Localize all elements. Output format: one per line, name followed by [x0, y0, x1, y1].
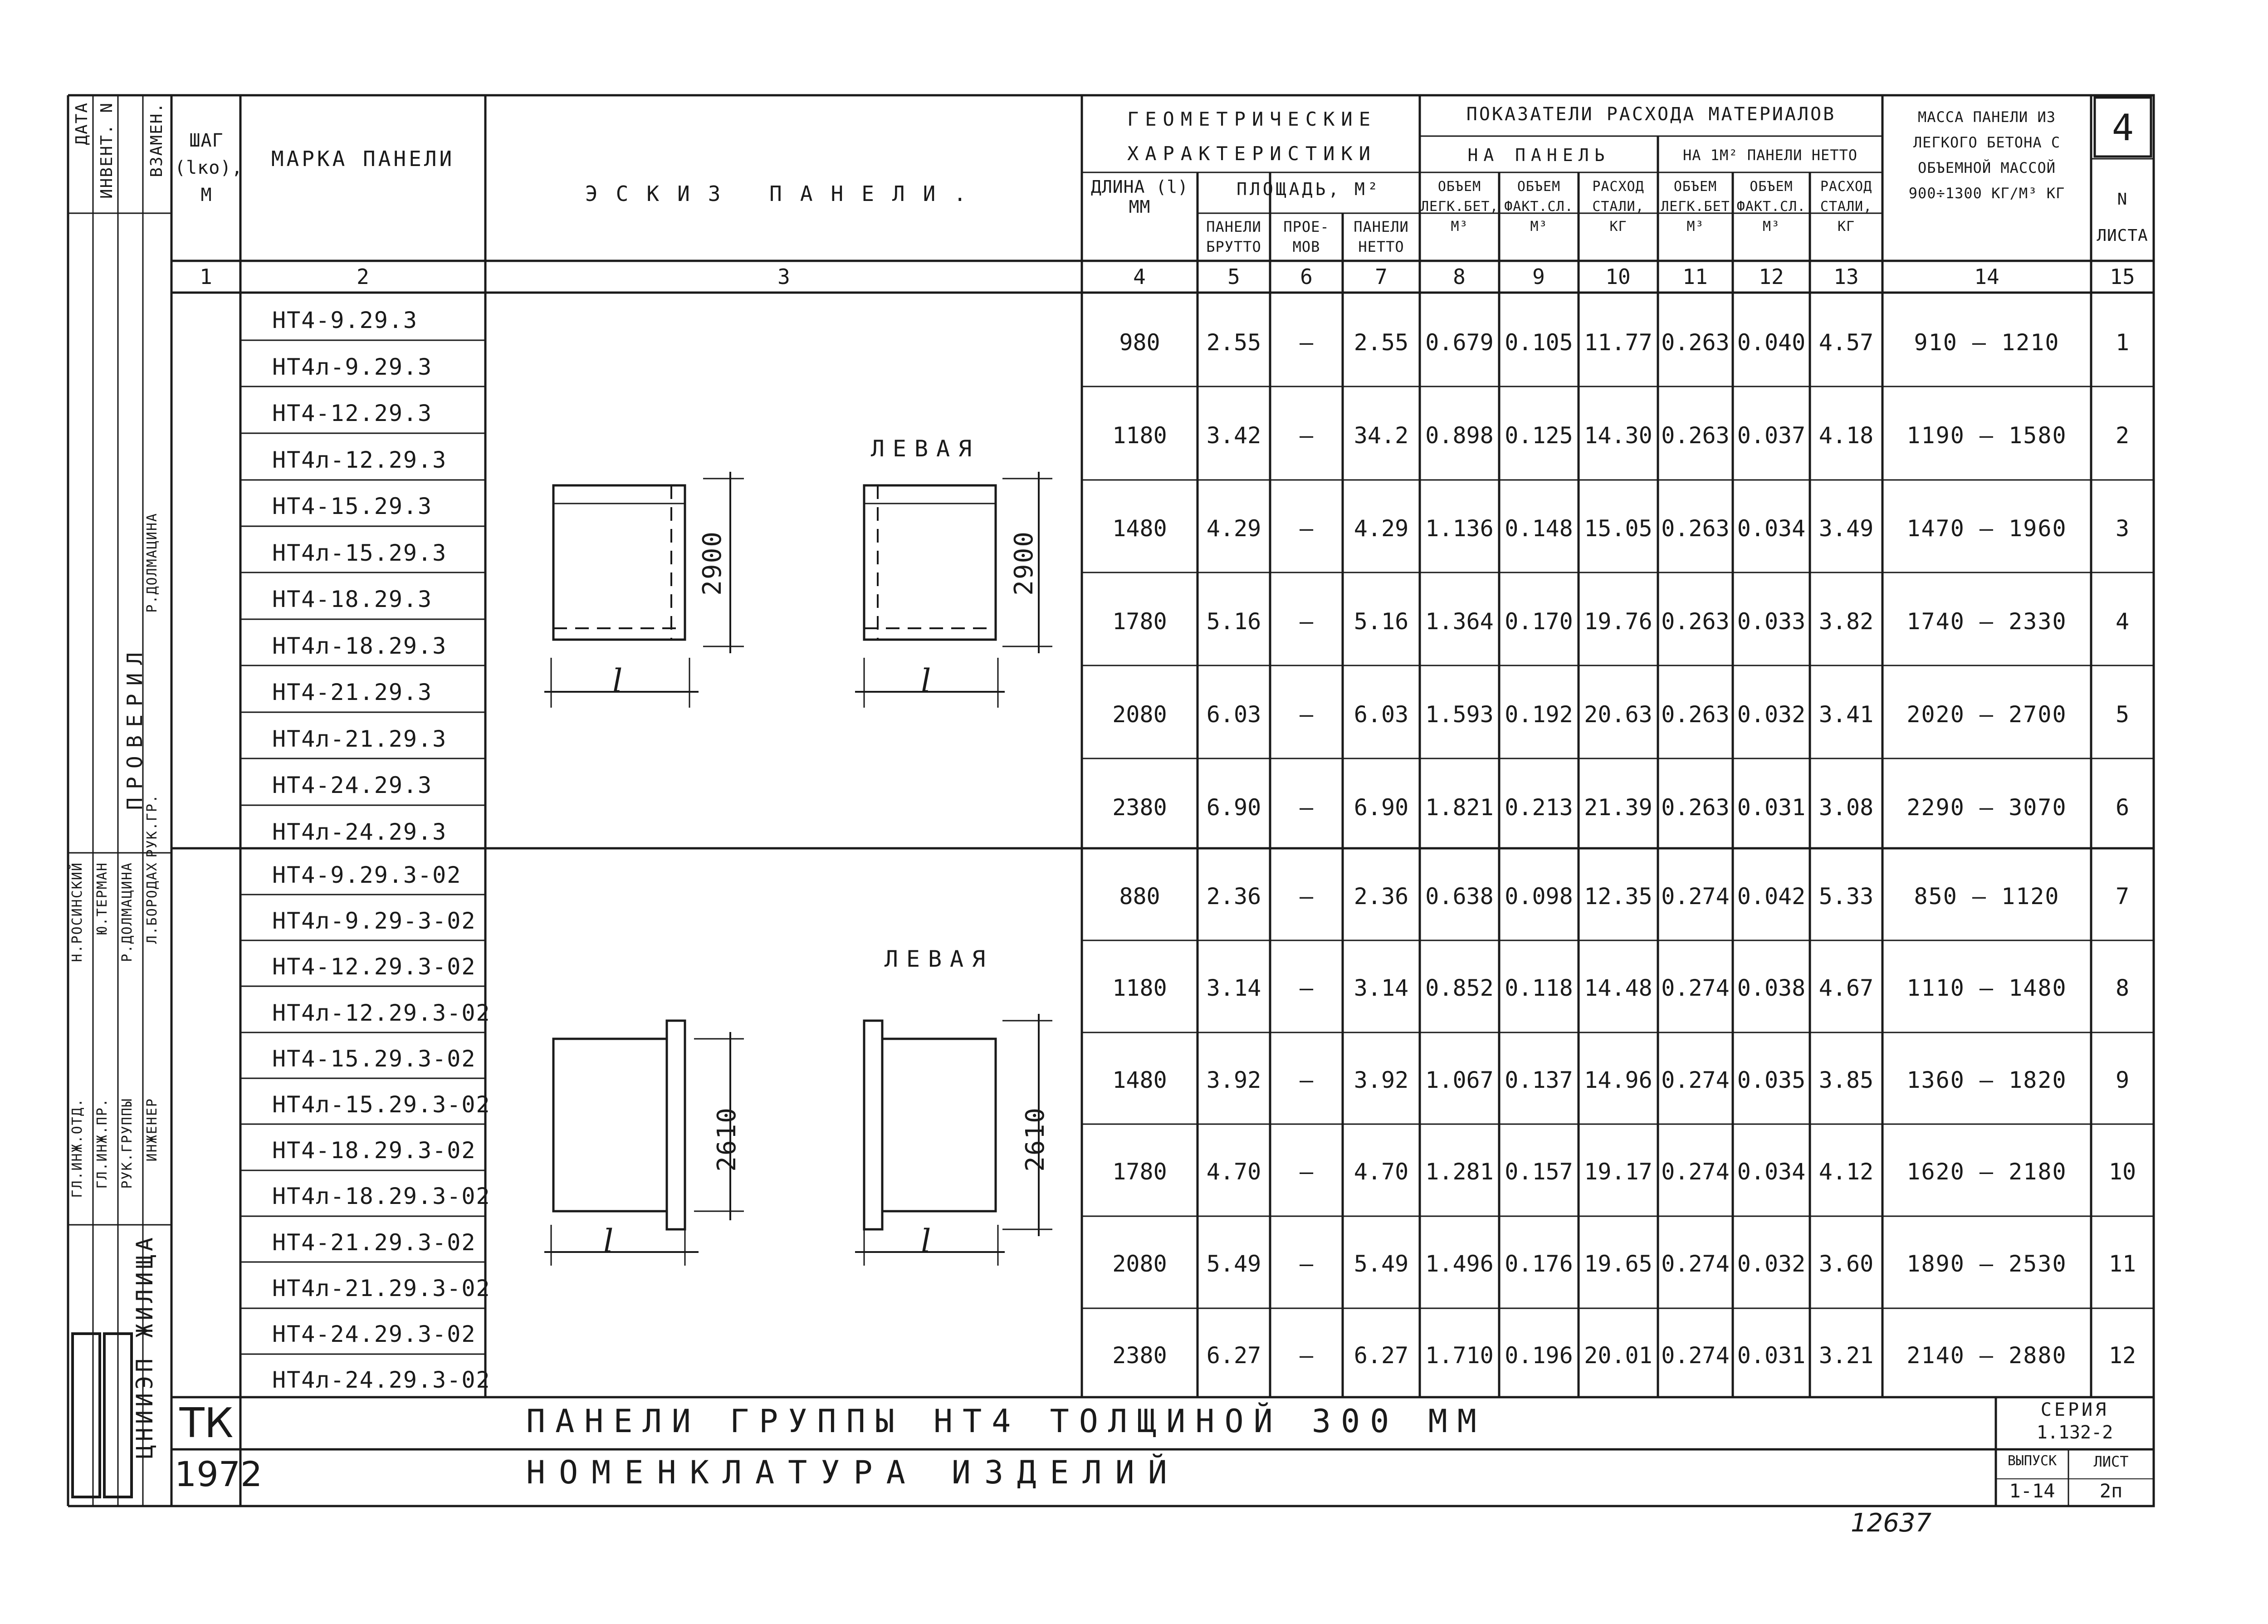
- column-number: 6: [1300, 264, 1313, 289]
- column-number: 10: [1605, 264, 1631, 289]
- panel-sketch-bottom: [544, 1014, 1052, 1266]
- series-label: СЕРИЯ: [2040, 1399, 2109, 1420]
- org-logo: [73, 1334, 132, 1497]
- panel-mark: НТ4л-12.29.3-02: [272, 999, 491, 1026]
- cell-v1: 1.364: [1425, 608, 1494, 635]
- cell-v3: 0.274: [1661, 1342, 1730, 1369]
- stamp-role-2: ГЛ.ИНЖ.ПР.: [94, 1098, 110, 1189]
- column-number: 9: [1532, 264, 1545, 289]
- dim-top-2: 2900: [1009, 531, 1039, 596]
- header-sketch: ЭСКИЗ ПАНЕЛИ.: [585, 181, 985, 206]
- cell-length: 1180: [1112, 422, 1167, 449]
- stamp-role-4: ИНЖЕНЕР: [144, 1098, 160, 1162]
- cell-v1: 1.496: [1425, 1250, 1494, 1277]
- column-number: 1: [200, 264, 212, 289]
- panel-mark: НТ4л-18.29.3-02: [272, 1183, 491, 1210]
- cell-mass: 1470 — 1960: [1906, 515, 2067, 542]
- cell-s1: 21.39: [1584, 794, 1652, 821]
- cell-s1: 20.63: [1584, 701, 1652, 728]
- panel-mark: НТ4-18.29.3: [272, 586, 433, 612]
- panel-mark: НТ4-21.29.3: [272, 679, 433, 705]
- cell-s2: 3.21: [1818, 1342, 1874, 1369]
- cell-sheet: 6: [2115, 794, 2130, 821]
- cell-sheet: 3: [2115, 515, 2130, 542]
- year-label: 1972: [175, 1454, 263, 1494]
- sheet-value: 2п: [2099, 1480, 2123, 1502]
- panel-mark: НТ4л-15.29.3-02: [272, 1091, 491, 1118]
- stamp-name-2: Ю.ТЕРМАН: [94, 862, 110, 935]
- cell-sheet: 11: [2108, 1250, 2136, 1277]
- column-number: 8: [1453, 264, 1466, 289]
- series-value: 1.132-2: [2036, 1422, 2113, 1443]
- cell-v1: 0.852: [1425, 975, 1494, 1002]
- cell-s1: 15.05: [1584, 515, 1652, 542]
- cell-sheet: 9: [2115, 1066, 2130, 1093]
- stamp-name-3: Р.ДОЛМАЦИНА: [119, 862, 135, 962]
- column-number: 5: [1227, 264, 1240, 289]
- cell-v2: 0.137: [1505, 1066, 1573, 1093]
- cell-net: 3.92: [1354, 1066, 1409, 1093]
- cell-v1: 1.067: [1425, 1066, 1494, 1093]
- cell-v4: 0.033: [1737, 608, 1806, 635]
- cell-sheet: 5: [2115, 701, 2130, 728]
- header-geometry: ГЕОМЕТРИЧЕСКИЕ ХАРАКТЕРИСТИКИ: [1127, 108, 1377, 165]
- stamp-role-1: ГЛ.ИНЖ.ОТД.: [69, 1098, 85, 1198]
- cell-openings: —: [1299, 701, 1314, 728]
- header-vol-fact: ОБЪЕМ ФАКТ.СЛ. М³: [1504, 179, 1574, 235]
- cell-mass: 2140 — 2880: [1906, 1342, 2067, 1369]
- panel-mark: НТ4л-24.29.3: [272, 818, 447, 845]
- cell-s2: 4.67: [1818, 975, 1874, 1002]
- cell-length: 980: [1119, 329, 1160, 356]
- cell-v2: 0.170: [1505, 608, 1573, 635]
- panel-mark: НТ4-21.29.3-02: [272, 1229, 476, 1256]
- column-number: 13: [1833, 264, 1859, 289]
- cell-openings: —: [1299, 422, 1314, 449]
- column-number: 11: [1682, 264, 1708, 289]
- cell-openings: —: [1299, 883, 1314, 910]
- cell-sheet: 1: [2115, 329, 2130, 356]
- header-sheet-no: N ЛИСТА: [2097, 190, 2148, 245]
- header-area-net: ПАНЕЛИ НЕТТО: [1354, 218, 1409, 255]
- panel-mark: НТ4л-15.29.3: [272, 539, 447, 566]
- cell-s2: 3.08: [1818, 794, 1874, 821]
- header-per-m2: НА 1М² ПАНЕЛИ НЕТТО: [1682, 147, 1858, 164]
- cell-s1: 20.01: [1584, 1342, 1652, 1369]
- panel-mark: НТ4л-9.29.3: [272, 353, 433, 380]
- dim-bottom-2: 2610: [1021, 1107, 1050, 1172]
- cell-gross: 3.92: [1206, 1066, 1261, 1093]
- cell-gross: 5.16: [1206, 608, 1261, 635]
- column-number: 15: [2110, 264, 2135, 289]
- length-symbol-4: l: [921, 1223, 931, 1260]
- cell-v4: 0.037: [1737, 422, 1806, 449]
- column-number: 14: [1974, 264, 1999, 289]
- cell-s1: 11.77: [1584, 329, 1652, 356]
- cell-s2: 3.82: [1818, 608, 1874, 635]
- cell-length: 1480: [1112, 1066, 1167, 1093]
- cell-v2: 0.157: [1505, 1159, 1573, 1185]
- header-per-panel: НА ПАНЕЛЬ: [1467, 145, 1610, 165]
- cell-length: 1780: [1112, 608, 1167, 635]
- stamp-checked: ПРОВЕРИЛ: [122, 644, 147, 810]
- cell-mass: 1890 — 2530: [1906, 1250, 2067, 1277]
- cell-s2: 3.49: [1818, 515, 1874, 542]
- cell-v1: 1.710: [1425, 1342, 1494, 1369]
- cell-v4: 0.034: [1737, 1159, 1806, 1185]
- cell-s1: 14.96: [1584, 1066, 1652, 1093]
- cell-length: 2380: [1112, 1342, 1167, 1369]
- cell-net: 6.27: [1354, 1342, 1409, 1369]
- cell-gross: 2.55: [1206, 329, 1261, 356]
- header-vol-light-2: ОБЪЕМ ЛЕГК.БЕТ М³: [1661, 179, 1730, 235]
- panel-mark: НТ4-9.29.3: [272, 307, 418, 333]
- cell-s1: 14.48: [1584, 975, 1652, 1002]
- cell-mass: 1110 — 1480: [1906, 975, 2067, 1002]
- cell-mass: 1740 — 2330: [1906, 608, 2067, 635]
- cell-v1: 1.593: [1425, 701, 1494, 728]
- cell-gross: 4.70: [1206, 1159, 1261, 1185]
- sheet-label: ЛИСТ: [2093, 1453, 2129, 1470]
- panel-mark: НТ4-15.29.3-02: [272, 1045, 476, 1072]
- cell-openings: —: [1299, 1342, 1314, 1369]
- cell-net: 34.2: [1354, 422, 1409, 449]
- cell-v3: 0.263: [1661, 608, 1730, 635]
- cell-v4: 0.040: [1737, 329, 1806, 356]
- cell-sheet: 7: [2115, 883, 2130, 910]
- stamp-name-1: Н.РОСИНСКИЙ: [69, 862, 85, 962]
- cell-net: 2.36: [1354, 883, 1409, 910]
- cell-s1: 19.17: [1584, 1159, 1652, 1185]
- dim-top-1: 2900: [698, 531, 727, 596]
- stamp-role-3: РУК.ГРУППЫ: [119, 1098, 135, 1189]
- cell-mass: 850 — 1120: [1914, 883, 2060, 910]
- panel-mark: НТ4-18.29.3-02: [272, 1137, 476, 1164]
- cell-v1: 1.136: [1425, 515, 1494, 542]
- cell-s1: 12.35: [1584, 883, 1652, 910]
- cell-v3: 0.274: [1661, 1250, 1730, 1277]
- cell-v2: 0.192: [1505, 701, 1573, 728]
- cell-v4: 0.042: [1737, 883, 1806, 910]
- stamp-inventory: ИНВЕНТ. N: [98, 102, 116, 199]
- cell-v4: 0.034: [1737, 515, 1806, 542]
- cell-s2: 3.41: [1818, 701, 1874, 728]
- cell-net: 4.70: [1354, 1159, 1409, 1185]
- dim-bottom-1: 2610: [712, 1107, 742, 1172]
- cell-net: 5.16: [1354, 608, 1409, 635]
- stamp-date: ДАТА: [73, 102, 91, 145]
- panel-mark: НТ4-12.29.3-02: [272, 954, 476, 980]
- org-name: ЦНИИЭП ЖИЛИЩА: [132, 1234, 158, 1459]
- cell-v3: 0.263: [1661, 515, 1730, 542]
- archive-number: 12637: [1851, 1508, 1932, 1538]
- cell-length: 880: [1119, 883, 1160, 910]
- cell-v2: 0.118: [1505, 975, 1573, 1002]
- tk-label: ТК: [179, 1399, 234, 1447]
- header-area-openings: ПРОЕ-МОВ: [1283, 218, 1330, 255]
- stamp-role-5: РУК.ГР.: [144, 794, 160, 858]
- header-mass: МАССА ПАНЕЛИ ИЗ ЛЕГКОГО БЕТОНА С ОБЪЕМНОЙ МАССОЙ 900÷1300 КГ/М³ КГ: [1908, 108, 2065, 202]
- cell-s1: 19.76: [1584, 608, 1652, 635]
- cell-gross: 5.49: [1206, 1250, 1261, 1277]
- panel-mark: НТ4л-9.29-3-02: [272, 908, 476, 934]
- cell-gross: 4.29: [1206, 515, 1261, 542]
- cell-sheet: 2: [2115, 422, 2130, 449]
- panel-mark: НТ4л-21.29.3: [272, 725, 447, 752]
- cell-v1: 0.898: [1425, 422, 1494, 449]
- header-materials: ПОКАЗАТЕЛИ РАСХОДА МАТЕРИАЛОВ: [1466, 104, 1836, 125]
- cell-mass: 1360 — 1820: [1906, 1066, 2067, 1093]
- column-number: 2: [357, 264, 369, 289]
- cell-s2: 3.85: [1818, 1066, 1874, 1093]
- cell-v4: 0.032: [1737, 1250, 1806, 1277]
- cell-v2: 0.196: [1505, 1342, 1573, 1369]
- cell-gross: 6.03: [1206, 701, 1261, 728]
- cell-gross: 3.14: [1206, 975, 1261, 1002]
- cell-v4: 0.032: [1737, 701, 1806, 728]
- cell-gross: 6.27: [1206, 1342, 1261, 1369]
- cell-s2: 5.33: [1818, 883, 1874, 910]
- cell-mass: 2020 — 2700: [1906, 701, 2067, 728]
- column-number: 4: [1133, 264, 1146, 289]
- issue-label: ВЫПУСК: [2007, 1453, 2057, 1469]
- header-mark: МАРКА ПАНЕЛИ: [271, 147, 455, 171]
- title-line-2: НОМЕНКЛАТУРА ИЗДЕЛИЙ: [526, 1454, 1181, 1491]
- cell-length: 2080: [1112, 701, 1167, 728]
- cell-v1: 1.281: [1425, 1159, 1494, 1185]
- cell-gross: 3.42: [1206, 422, 1261, 449]
- panel-mark: НТ4л-12.29.3: [272, 446, 447, 473]
- cell-openings: —: [1299, 1250, 1314, 1277]
- panel-mark: НТ4л-18.29.3: [272, 632, 447, 659]
- header-vol-light: ОБЪЕМ ЛЕГК.БЕТ, М³: [1421, 179, 1499, 235]
- cell-s2: 4.18: [1818, 422, 1874, 449]
- panel-mark: НТ4-15.29.3: [272, 493, 433, 519]
- header-length: ДЛИНА (l) ММ: [1091, 177, 1188, 217]
- cell-openings: —: [1299, 794, 1314, 821]
- cell-openings: —: [1299, 608, 1314, 635]
- cell-v2: 0.213: [1505, 794, 1573, 821]
- cell-v2: 0.176: [1505, 1250, 1573, 1277]
- header-steel-2: РАСХОД СТАЛИ, КГ: [1820, 179, 1872, 235]
- panel-mark: НТ4-12.29.3: [272, 400, 433, 426]
- cell-v2: 0.125: [1505, 422, 1573, 449]
- header-area-gross: ПАНЕЛИ БРУТТО: [1206, 218, 1261, 255]
- cell-openings: —: [1299, 975, 1314, 1002]
- cell-length: 1780: [1112, 1159, 1167, 1185]
- cell-v3: 0.274: [1661, 883, 1730, 910]
- sketch-left-label-bottom: ЛЕВАЯ: [884, 946, 994, 972]
- cell-openings: —: [1299, 1159, 1314, 1185]
- cell-v3: 0.263: [1661, 701, 1730, 728]
- cell-v2: 0.148: [1505, 515, 1573, 542]
- cell-gross: 6.90: [1206, 794, 1261, 821]
- cell-v3: 0.263: [1661, 329, 1730, 356]
- cell-mass: 910 — 1210: [1914, 329, 2060, 356]
- panel-mark: НТ4-24.29.3-02: [272, 1321, 476, 1347]
- cell-mass: 2290 — 3070: [1906, 794, 2067, 821]
- cell-v4: 0.038: [1737, 975, 1806, 1002]
- cell-v4: 0.031: [1737, 794, 1806, 821]
- cell-s2: 4.12: [1818, 1159, 1874, 1185]
- column-number: 7: [1375, 264, 1388, 289]
- cell-length: 2380: [1112, 794, 1167, 821]
- cell-length: 2080: [1112, 1250, 1167, 1277]
- panel-mark: НТ4-9.29.3-02: [272, 862, 462, 888]
- cell-sheet: 10: [2108, 1159, 2136, 1185]
- cell-net: 6.03: [1354, 701, 1409, 728]
- cell-s1: 14.30: [1584, 422, 1652, 449]
- cell-net: 2.55: [1354, 329, 1409, 356]
- header-vol-fact-2: ОБЪЕМ ФАКТ.СЛ. М³: [1736, 179, 1806, 235]
- sheet-number: 4: [2112, 107, 2134, 149]
- cell-sheet: 12: [2108, 1342, 2136, 1369]
- panel-mark: НТ4л-24.29.3-02: [272, 1367, 491, 1394]
- length-symbol-1: l: [612, 662, 623, 699]
- title-line-1: ПАНЕЛИ ГРУППЫ НТ4 ТОЛЩИНОЙ 300 ММ: [526, 1403, 1486, 1440]
- length-symbol-3: l: [603, 1223, 614, 1260]
- header-step: ШАГ (lко), М: [175, 130, 243, 205]
- sketch-left-label-top: ЛЕВАЯ: [870, 435, 980, 462]
- cell-v4: 0.035: [1737, 1066, 1806, 1093]
- cell-length: 1480: [1112, 515, 1167, 542]
- cell-v3: 0.263: [1661, 422, 1730, 449]
- header-steel: РАСХОД СТАЛИ, КГ: [1592, 179, 1644, 235]
- cell-net: 4.29: [1354, 515, 1409, 542]
- stamp-replacement: ВЗАМЕН.: [147, 102, 166, 177]
- cell-v2: 0.105: [1505, 329, 1573, 356]
- column-number: 3: [777, 264, 790, 289]
- column-number: 12: [1759, 264, 1784, 289]
- cell-sheet: 4: [2115, 608, 2130, 635]
- panel-mark: НТ4л-21.29.3-02: [272, 1275, 491, 1301]
- cell-v1: 1.821: [1425, 794, 1494, 821]
- cell-v3: 0.263: [1661, 794, 1730, 821]
- cell-length: 1180: [1112, 975, 1167, 1002]
- cell-gross: 2.36: [1206, 883, 1261, 910]
- stamp-name-4: Л.БОРОДАХ: [144, 862, 160, 944]
- cell-net: 5.49: [1354, 1250, 1409, 1277]
- cell-openings: —: [1299, 1066, 1314, 1093]
- cell-v3: 0.274: [1661, 1066, 1730, 1093]
- cell-net: 3.14: [1354, 975, 1409, 1002]
- length-symbol-2: l: [921, 662, 931, 699]
- cell-mass: 1620 — 2180: [1906, 1159, 2067, 1185]
- panel-mark: НТ4-24.29.3: [272, 772, 433, 798]
- issue-value: 1-14: [2009, 1480, 2055, 1502]
- cell-v3: 0.274: [1661, 975, 1730, 1002]
- cell-v2: 0.098: [1505, 883, 1573, 910]
- stamp-name-5: Р.ДОЛМАЦИНА: [144, 513, 160, 613]
- cell-sheet: 8: [2115, 975, 2130, 1002]
- cell-s1: 19.65: [1584, 1250, 1652, 1277]
- cell-s2: 4.57: [1818, 329, 1874, 356]
- header-area: ПЛОЩАДЬ, М²: [1237, 179, 1381, 199]
- cell-openings: —: [1299, 329, 1314, 356]
- cell-net: 6.90: [1354, 794, 1409, 821]
- cell-v4: 0.031: [1737, 1342, 1806, 1369]
- cell-v1: 0.638: [1425, 883, 1494, 910]
- cell-mass: 1190 — 1580: [1906, 422, 2067, 449]
- cell-s2: 3.60: [1818, 1250, 1874, 1277]
- cell-openings: —: [1299, 515, 1314, 542]
- cell-v1: 0.679: [1425, 329, 1494, 356]
- cell-v3: 0.274: [1661, 1159, 1730, 1185]
